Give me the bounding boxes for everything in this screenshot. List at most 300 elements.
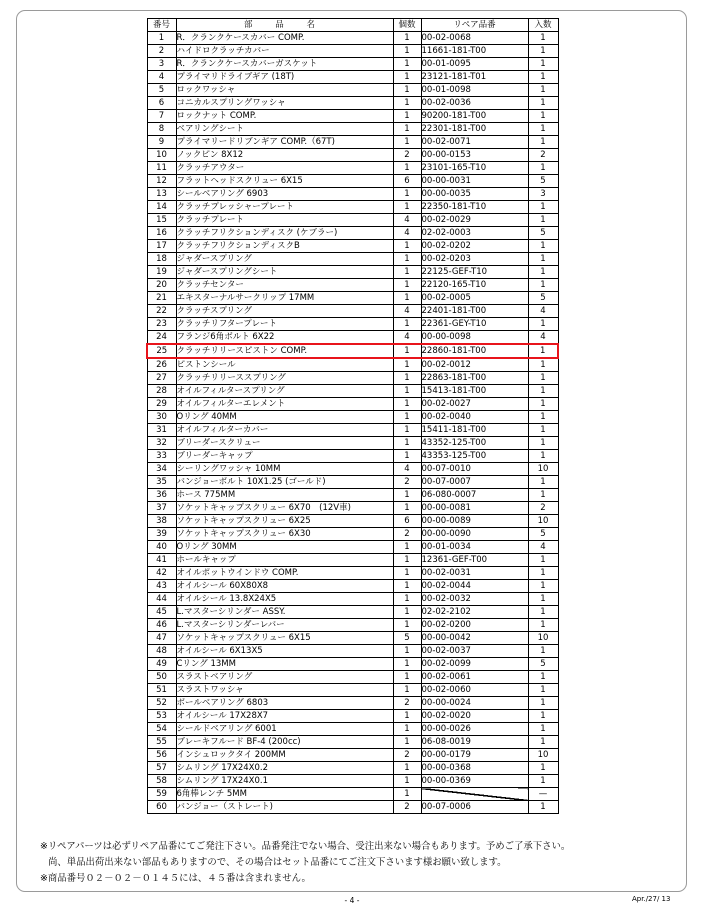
pack-quantity-cell: 1 — [528, 619, 558, 632]
part-name-cell: Oリング 30MM — [176, 541, 393, 554]
part-name-cell: ピストンシール — [176, 358, 393, 372]
part-name-cell: オイルポットウインドウ COMP. — [176, 567, 393, 580]
row-number: 59 — [147, 788, 176, 801]
quantity-cell: 1 — [393, 606, 421, 619]
repair-part-number-cell: 00-00-0031 — [421, 175, 528, 188]
quantity-cell: 2 — [393, 801, 421, 814]
repair-part-number-cell: 22860-181-T00 — [421, 344, 528, 358]
repair-part-number-cell: 00-02-0203 — [421, 253, 528, 266]
row-number: 52 — [147, 697, 176, 710]
notes — [40, 839, 570, 887]
pack-quantity-cell: 1 — [528, 214, 558, 227]
table-row — [147, 331, 558, 345]
row-number: 14 — [147, 201, 176, 214]
pack-quantity-cell: 1 — [528, 266, 558, 279]
note-line-3: ※商品番号０２－０２－０１４５には、４５番は含まれません。 — [40, 873, 311, 884]
repair-part-number-cell: 22361-GEY-T10 — [421, 318, 528, 331]
part-name-cell: オイルフィルタースプリング — [176, 385, 393, 398]
pack-quantity-cell: 1 — [528, 58, 558, 71]
pack-quantity-cell: 1 — [528, 279, 558, 292]
row-number: 9 — [147, 136, 176, 149]
pack-quantity-cell: 1 — [528, 32, 558, 45]
repair-part-number-cell: 00-01-0098 — [421, 84, 528, 97]
repair-part-number-cell: 00-07-0006 — [421, 801, 528, 814]
quantity-cell: 1 — [393, 253, 421, 266]
pack-quantity-cell: 1 — [528, 723, 558, 736]
quantity-cell: 1 — [393, 358, 421, 372]
table-row — [147, 214, 558, 227]
pack-quantity-cell: 2 — [528, 149, 558, 162]
pack-quantity-cell: 1 — [528, 606, 558, 619]
header-no: 番号 — [147, 19, 176, 32]
repair-part-number-cell: 00-02-0031 — [421, 567, 528, 580]
part-name-cell: エキスターナルサークリップ 17MM — [176, 292, 393, 305]
part-name-cell: クラッチフリクションディスクB — [176, 240, 393, 253]
quantity-cell: 1 — [393, 450, 421, 463]
header-quantity: 個数 — [393, 19, 421, 32]
table-row — [147, 437, 558, 450]
repair-part-number-cell: 02-02-0003 — [421, 227, 528, 240]
table-row — [147, 279, 558, 292]
repair-part-number-cell: 22350-181-T10 — [421, 201, 528, 214]
part-name-cell: ロックワッシャ — [176, 84, 393, 97]
quantity-cell: 1 — [393, 292, 421, 305]
row-number: 11 — [147, 162, 176, 175]
table-row — [147, 697, 558, 710]
table-row — [147, 372, 558, 385]
row-number: 1 — [147, 32, 176, 45]
repair-part-number-cell: 00-07-0010 — [421, 463, 528, 476]
part-name-cell: Oリング 40MM — [176, 411, 393, 424]
row-number: 30 — [147, 411, 176, 424]
table-row — [147, 149, 558, 162]
row-number: 7 — [147, 110, 176, 123]
row-number: 42 — [147, 567, 176, 580]
table-row — [147, 801, 558, 814]
table-row — [147, 97, 558, 110]
row-number: 31 — [147, 424, 176, 437]
quantity-cell: 1 — [393, 162, 421, 175]
quantity-cell: 2 — [393, 149, 421, 162]
pack-quantity-cell: 1 — [528, 97, 558, 110]
row-number: 10 — [147, 149, 176, 162]
repair-part-number-cell: 00-00-0026 — [421, 723, 528, 736]
table-row — [147, 489, 558, 502]
row-number: 28 — [147, 385, 176, 398]
quantity-cell: 1 — [393, 723, 421, 736]
pack-quantity-cell: 1 — [528, 253, 558, 266]
part-name-cell: ベアリングシート — [176, 123, 393, 136]
pack-quantity-cell: 1 — [528, 411, 558, 424]
repair-part-number-cell: 00-02-0032 — [421, 593, 528, 606]
part-name-cell: シムリング 17X24X0.2 — [176, 762, 393, 775]
row-number: 17 — [147, 240, 176, 253]
quantity-cell: 1 — [393, 84, 421, 97]
row-number: 57 — [147, 762, 176, 775]
quantity-cell: 4 — [393, 227, 421, 240]
quantity-cell: 4 — [393, 463, 421, 476]
table-row — [147, 188, 558, 201]
part-name-cell: バンジョーボルト 10X1.25 (ゴールド) — [176, 476, 393, 489]
quantity-cell: 1 — [393, 385, 421, 398]
part-name-cell: バンジョー（ストレート) — [176, 801, 393, 814]
table-row — [147, 398, 558, 411]
table-row — [147, 463, 558, 476]
pack-quantity-cell: 10 — [528, 463, 558, 476]
repair-part-number-cell: 22120-165-T10 — [421, 279, 528, 292]
header-part-name: 部 品 名 — [176, 19, 393, 32]
pack-quantity-cell: 1 — [528, 84, 558, 97]
repair-part-number-cell: 22125-GEF-T10 — [421, 266, 528, 279]
row-number: 18 — [147, 253, 176, 266]
row-number: 13 — [147, 188, 176, 201]
repair-part-number-cell: 06-08-0019 — [421, 736, 528, 749]
repair-part-number-cell: 00-02-0029 — [421, 214, 528, 227]
quantity-cell: 1 — [393, 344, 421, 358]
table-row — [147, 476, 558, 489]
row-number: 55 — [147, 736, 176, 749]
table-row — [147, 266, 558, 279]
table-row — [147, 775, 558, 788]
pack-quantity-cell: 1 — [528, 424, 558, 437]
quantity-cell: 1 — [393, 71, 421, 84]
repair-part-number-cell: 02-02-2102 — [421, 606, 528, 619]
table-header — [147, 19, 558, 32]
repair-part-number-cell: 00-02-0068 — [421, 32, 528, 45]
pack-quantity-cell: 1 — [528, 437, 558, 450]
repair-part-number-cell: 22401-181-T00 — [421, 305, 528, 318]
quantity-cell: 4 — [393, 305, 421, 318]
repair-part-number-cell: 00-02-0036 — [421, 97, 528, 110]
table-row — [147, 684, 558, 697]
repair-part-number-cell: 00-00-0090 — [421, 528, 528, 541]
page-number: - 4 - — [344, 896, 360, 905]
repair-part-number-cell: 43353-125-T00 — [421, 450, 528, 463]
table-row — [147, 305, 558, 318]
row-number: 24 — [147, 331, 176, 345]
repair-part-number-cell: 00-02-0202 — [421, 240, 528, 253]
table-row — [147, 227, 558, 240]
quantity-cell: 1 — [393, 736, 421, 749]
pack-quantity-cell: 10 — [528, 632, 558, 645]
pack-quantity-cell: 1 — [528, 775, 558, 788]
part-name-cell: オイルフィルターカバー — [176, 424, 393, 437]
quantity-cell: 1 — [393, 684, 421, 697]
row-number: 23 — [147, 318, 176, 331]
repair-part-number-cell: 00-01-0095 — [421, 58, 528, 71]
parts-table — [146, 18, 559, 814]
part-name-cell: クラッチプレート — [176, 214, 393, 227]
table-row — [147, 136, 558, 149]
part-name-cell: ブリーダーキャップ — [176, 450, 393, 463]
row-number: 49 — [147, 658, 176, 671]
pack-quantity-cell: 5 — [528, 658, 558, 671]
row-number: 12 — [147, 175, 176, 188]
quantity-cell: 1 — [393, 97, 421, 110]
row-number: 50 — [147, 671, 176, 684]
part-name-cell: シムリング 17X24X0.1 — [176, 775, 393, 788]
row-number: 16 — [147, 227, 176, 240]
part-name-cell: ロックナット COMP. — [176, 110, 393, 123]
quantity-cell: 2 — [393, 749, 421, 762]
row-number: 5 — [147, 84, 176, 97]
pack-quantity-cell: 4 — [528, 305, 558, 318]
part-name-cell: ブレーキフルード BF-4 (200cc) — [176, 736, 393, 749]
row-number: 37 — [147, 502, 176, 515]
row-number: 43 — [147, 580, 176, 593]
table-row — [147, 632, 558, 645]
quantity-cell: 1 — [393, 201, 421, 214]
repair-part-number-cell: 00-02-0060 — [421, 684, 528, 697]
quantity-cell: 6 — [393, 515, 421, 528]
pack-quantity-cell: 5 — [528, 175, 558, 188]
row-number: 35 — [147, 476, 176, 489]
row-number: 41 — [147, 554, 176, 567]
repair-part-number-cell: 00-02-0020 — [421, 710, 528, 723]
part-name-cell: オイルシール 17X28X7 — [176, 710, 393, 723]
quantity-cell: 1 — [393, 645, 421, 658]
part-name-cell: オイルフィルターエレメント — [176, 398, 393, 411]
part-name-cell: ソケットキャップスクリュー 6X25 — [176, 515, 393, 528]
repair-part-number-cell: 00-02-0040 — [421, 411, 528, 424]
part-name-cell: ジャダースプリングシート — [176, 266, 393, 279]
row-number: 4 — [147, 71, 176, 84]
pack-quantity-cell: 1 — [528, 567, 558, 580]
table-row — [147, 528, 558, 541]
pack-quantity-cell: 1 — [528, 45, 558, 58]
part-name-cell: クラッチプレッシャープレート — [176, 201, 393, 214]
repair-part-number-cell: 00-02-0044 — [421, 580, 528, 593]
part-name-cell: クラッチアウター — [176, 162, 393, 175]
repair-part-number-cell: 22301-181-T00 — [421, 123, 528, 136]
pack-quantity-cell: 1 — [528, 684, 558, 697]
pack-quantity-cell: 1 — [528, 593, 558, 606]
repair-part-number-cell: 00-00-0081 — [421, 502, 528, 515]
row-number: 27 — [147, 372, 176, 385]
pack-quantity-cell: 4 — [528, 331, 558, 345]
part-name-cell: オイルシール 13.8X24X5 — [176, 593, 393, 606]
quantity-cell: 1 — [393, 188, 421, 201]
row-number: 2 — [147, 45, 176, 58]
part-name-cell: クラッチフリクションディスク (ケブラー) — [176, 227, 393, 240]
part-name-cell: ブリーダースクリュー — [176, 437, 393, 450]
row-number: 60 — [147, 801, 176, 814]
quantity-cell: 1 — [393, 567, 421, 580]
part-name-cell: プライマリドライブギア (18T) — [176, 71, 393, 84]
pack-quantity-cell: 5 — [528, 292, 558, 305]
pack-quantity-cell: 1 — [528, 318, 558, 331]
table-row — [147, 45, 558, 58]
repair-part-number-cell: 22863-181-T00 — [421, 372, 528, 385]
table-row — [147, 253, 558, 266]
table-row — [147, 162, 558, 175]
repair-part-number-cell: 23121-181-T01 — [421, 71, 528, 84]
pack-quantity-cell: 1 — [528, 671, 558, 684]
pack-quantity-cell: 1 — [528, 645, 558, 658]
table-row — [147, 450, 558, 463]
row-number: 48 — [147, 645, 176, 658]
table-row — [147, 593, 558, 606]
table-row-highlighted — [147, 344, 558, 358]
part-name-cell: フランジ6角ボルト 6X22 — [176, 331, 393, 345]
pack-quantity-cell: 1 — [528, 385, 558, 398]
row-number: 22 — [147, 305, 176, 318]
table-row — [147, 71, 558, 84]
note-line-1: ※リペアパーツは必ずリペア品番にてご発注下さい。品番発注でない場合、受注出来ない場合もあります。予めご了承下さい。 — [40, 841, 571, 852]
table-row — [147, 580, 558, 593]
part-name-cell: ホース 775MM — [176, 489, 393, 502]
table-row — [147, 723, 558, 736]
part-name-cell: クラッチスプリング — [176, 305, 393, 318]
row-number: 21 — [147, 292, 176, 305]
pack-quantity-cell: 3 — [528, 188, 558, 201]
pack-quantity-cell: 1 — [528, 398, 558, 411]
row-number: 19 — [147, 266, 176, 279]
quantity-cell: 1 — [393, 266, 421, 279]
part-name-cell: ソケットキャップスクリュー 6X15 — [176, 632, 393, 645]
part-name-cell: ボールベアリング 6803 — [176, 697, 393, 710]
table-row — [147, 710, 558, 723]
quantity-cell: 2 — [393, 476, 421, 489]
repair-part-number-cell: 00-02-0027 — [421, 398, 528, 411]
table-row — [147, 32, 558, 45]
repair-part-number-cell: 00-00-0368 — [421, 762, 528, 775]
part-name-cell: ハイドロクラッチカバー — [176, 45, 393, 58]
part-name-cell: 6角棒レンチ 5MM — [176, 788, 393, 801]
row-number: 6 — [147, 97, 176, 110]
part-name-cell: クラッチリフタープレート — [176, 318, 393, 331]
pack-quantity-cell: 5 — [528, 528, 558, 541]
pack-quantity-cell: 1 — [528, 489, 558, 502]
part-name-cell: L.マスターシリンダーレバー — [176, 619, 393, 632]
pack-quantity-cell: — — [528, 788, 558, 801]
row-number: 44 — [147, 593, 176, 606]
row-number: 54 — [147, 723, 176, 736]
table-row — [147, 658, 558, 671]
pack-quantity-cell: 1 — [528, 71, 558, 84]
repair-part-number-cell: 00-02-0037 — [421, 645, 528, 658]
table-row — [147, 515, 558, 528]
repair-part-number-cell: 00-00-0153 — [421, 149, 528, 162]
part-name-cell: シールドベアリング 6001 — [176, 723, 393, 736]
row-number: 56 — [147, 749, 176, 762]
part-name-cell: オイルシール 60X80X8 — [176, 580, 393, 593]
quantity-cell: 1 — [393, 541, 421, 554]
quantity-cell: 1 — [393, 318, 421, 331]
note-line-2: 尚、単品出荷出来ない部品もありますので、その場合はセット品番にてご注文下さいます様お願い致します。 — [48, 857, 507, 868]
part-name-cell: クラッチリリースピストン COMP. — [176, 344, 393, 358]
pack-quantity-cell: 1 — [528, 697, 558, 710]
quantity-cell: 1 — [393, 671, 421, 684]
part-name-cell: ジャダースプリング — [176, 253, 393, 266]
part-name-cell: スラストベアリング — [176, 671, 393, 684]
pack-quantity-cell: 1 — [528, 372, 558, 385]
part-name-cell: プライマリードリブンギア COMP.（67T) — [176, 136, 393, 149]
row-number: 3 — [147, 58, 176, 71]
part-name-cell: クラッチセンター — [176, 279, 393, 292]
row-number: 25 — [147, 344, 176, 358]
pack-quantity-cell: 1 — [528, 110, 558, 123]
row-number: 15 — [147, 214, 176, 227]
row-number: 39 — [147, 528, 176, 541]
quantity-cell: 1 — [393, 554, 421, 567]
quantity-cell: 5 — [393, 632, 421, 645]
quantity-cell: 1 — [393, 437, 421, 450]
table-row — [147, 84, 558, 97]
pack-quantity-cell: 1 — [528, 736, 558, 749]
quantity-cell: 1 — [393, 240, 421, 253]
table-row — [147, 619, 558, 632]
table-row — [147, 736, 558, 749]
header-repair-part-number: リペア品番 — [421, 19, 528, 32]
pack-quantity-cell: 4 — [528, 541, 558, 554]
part-name-cell: シールベアリング 6903 — [176, 188, 393, 201]
row-number: 47 — [147, 632, 176, 645]
part-name-cell: ノックピン 8X12 — [176, 149, 393, 162]
table-row — [147, 762, 558, 775]
part-name-cell: R．クランクケースカバー COMP. — [176, 32, 393, 45]
quantity-cell: 1 — [393, 710, 421, 723]
table-row — [147, 606, 558, 619]
quantity-cell: 4 — [393, 331, 421, 345]
part-name-cell: クラッチリリーススプリング — [176, 372, 393, 385]
row-number: 29 — [147, 398, 176, 411]
pack-quantity-cell: 1 — [528, 240, 558, 253]
repair-part-number-cell: 00-00-0024 — [421, 697, 528, 710]
pack-quantity-cell: 1 — [528, 123, 558, 136]
row-number: 26 — [147, 358, 176, 372]
part-name-cell: オイルシール 6X13X5 — [176, 645, 393, 658]
quantity-cell: 1 — [393, 411, 421, 424]
pack-quantity-cell: 1 — [528, 358, 558, 372]
table-row — [147, 645, 558, 658]
pack-quantity-cell: 1 — [528, 580, 558, 593]
pack-quantity-cell: 1 — [528, 801, 558, 814]
quantity-cell: 1 — [393, 123, 421, 136]
pack-quantity-cell: 1 — [528, 476, 558, 489]
quantity-cell: 1 — [393, 593, 421, 606]
row-number: 46 — [147, 619, 176, 632]
row-number: 40 — [147, 541, 176, 554]
part-name-cell: フラットヘッドスクリュー 6X15 — [176, 175, 393, 188]
pack-quantity-cell: 1 — [528, 762, 558, 775]
repair-part-number-cell: 00-02-0005 — [421, 292, 528, 305]
quantity-cell: 1 — [393, 775, 421, 788]
repair-part-number-cell: 00-00-0098 — [421, 331, 528, 345]
quantity-cell: 1 — [393, 136, 421, 149]
table-row — [147, 110, 558, 123]
pack-quantity-cell: 5 — [528, 227, 558, 240]
table-row — [147, 502, 558, 515]
row-number: 53 — [147, 710, 176, 723]
row-number: 20 — [147, 279, 176, 292]
repair-part-number-cell: 00-02-0200 — [421, 619, 528, 632]
row-number: 58 — [147, 775, 176, 788]
part-name-cell: スラストワッシャ — [176, 684, 393, 697]
date-stamp: Apr./27/ 13 — [632, 895, 671, 903]
repair-part-number-cell: 00-00-0089 — [421, 515, 528, 528]
table-row — [147, 358, 558, 372]
table-row — [147, 554, 558, 567]
quantity-cell: 4 — [393, 214, 421, 227]
table-row — [147, 671, 558, 684]
repair-part-number-cell: 00-00-0042 — [421, 632, 528, 645]
table-row — [147, 240, 558, 253]
pack-quantity-cell: 1 — [528, 554, 558, 567]
pack-quantity-cell: 1 — [528, 201, 558, 214]
quantity-cell: 1 — [393, 110, 421, 123]
table-row — [147, 424, 558, 437]
